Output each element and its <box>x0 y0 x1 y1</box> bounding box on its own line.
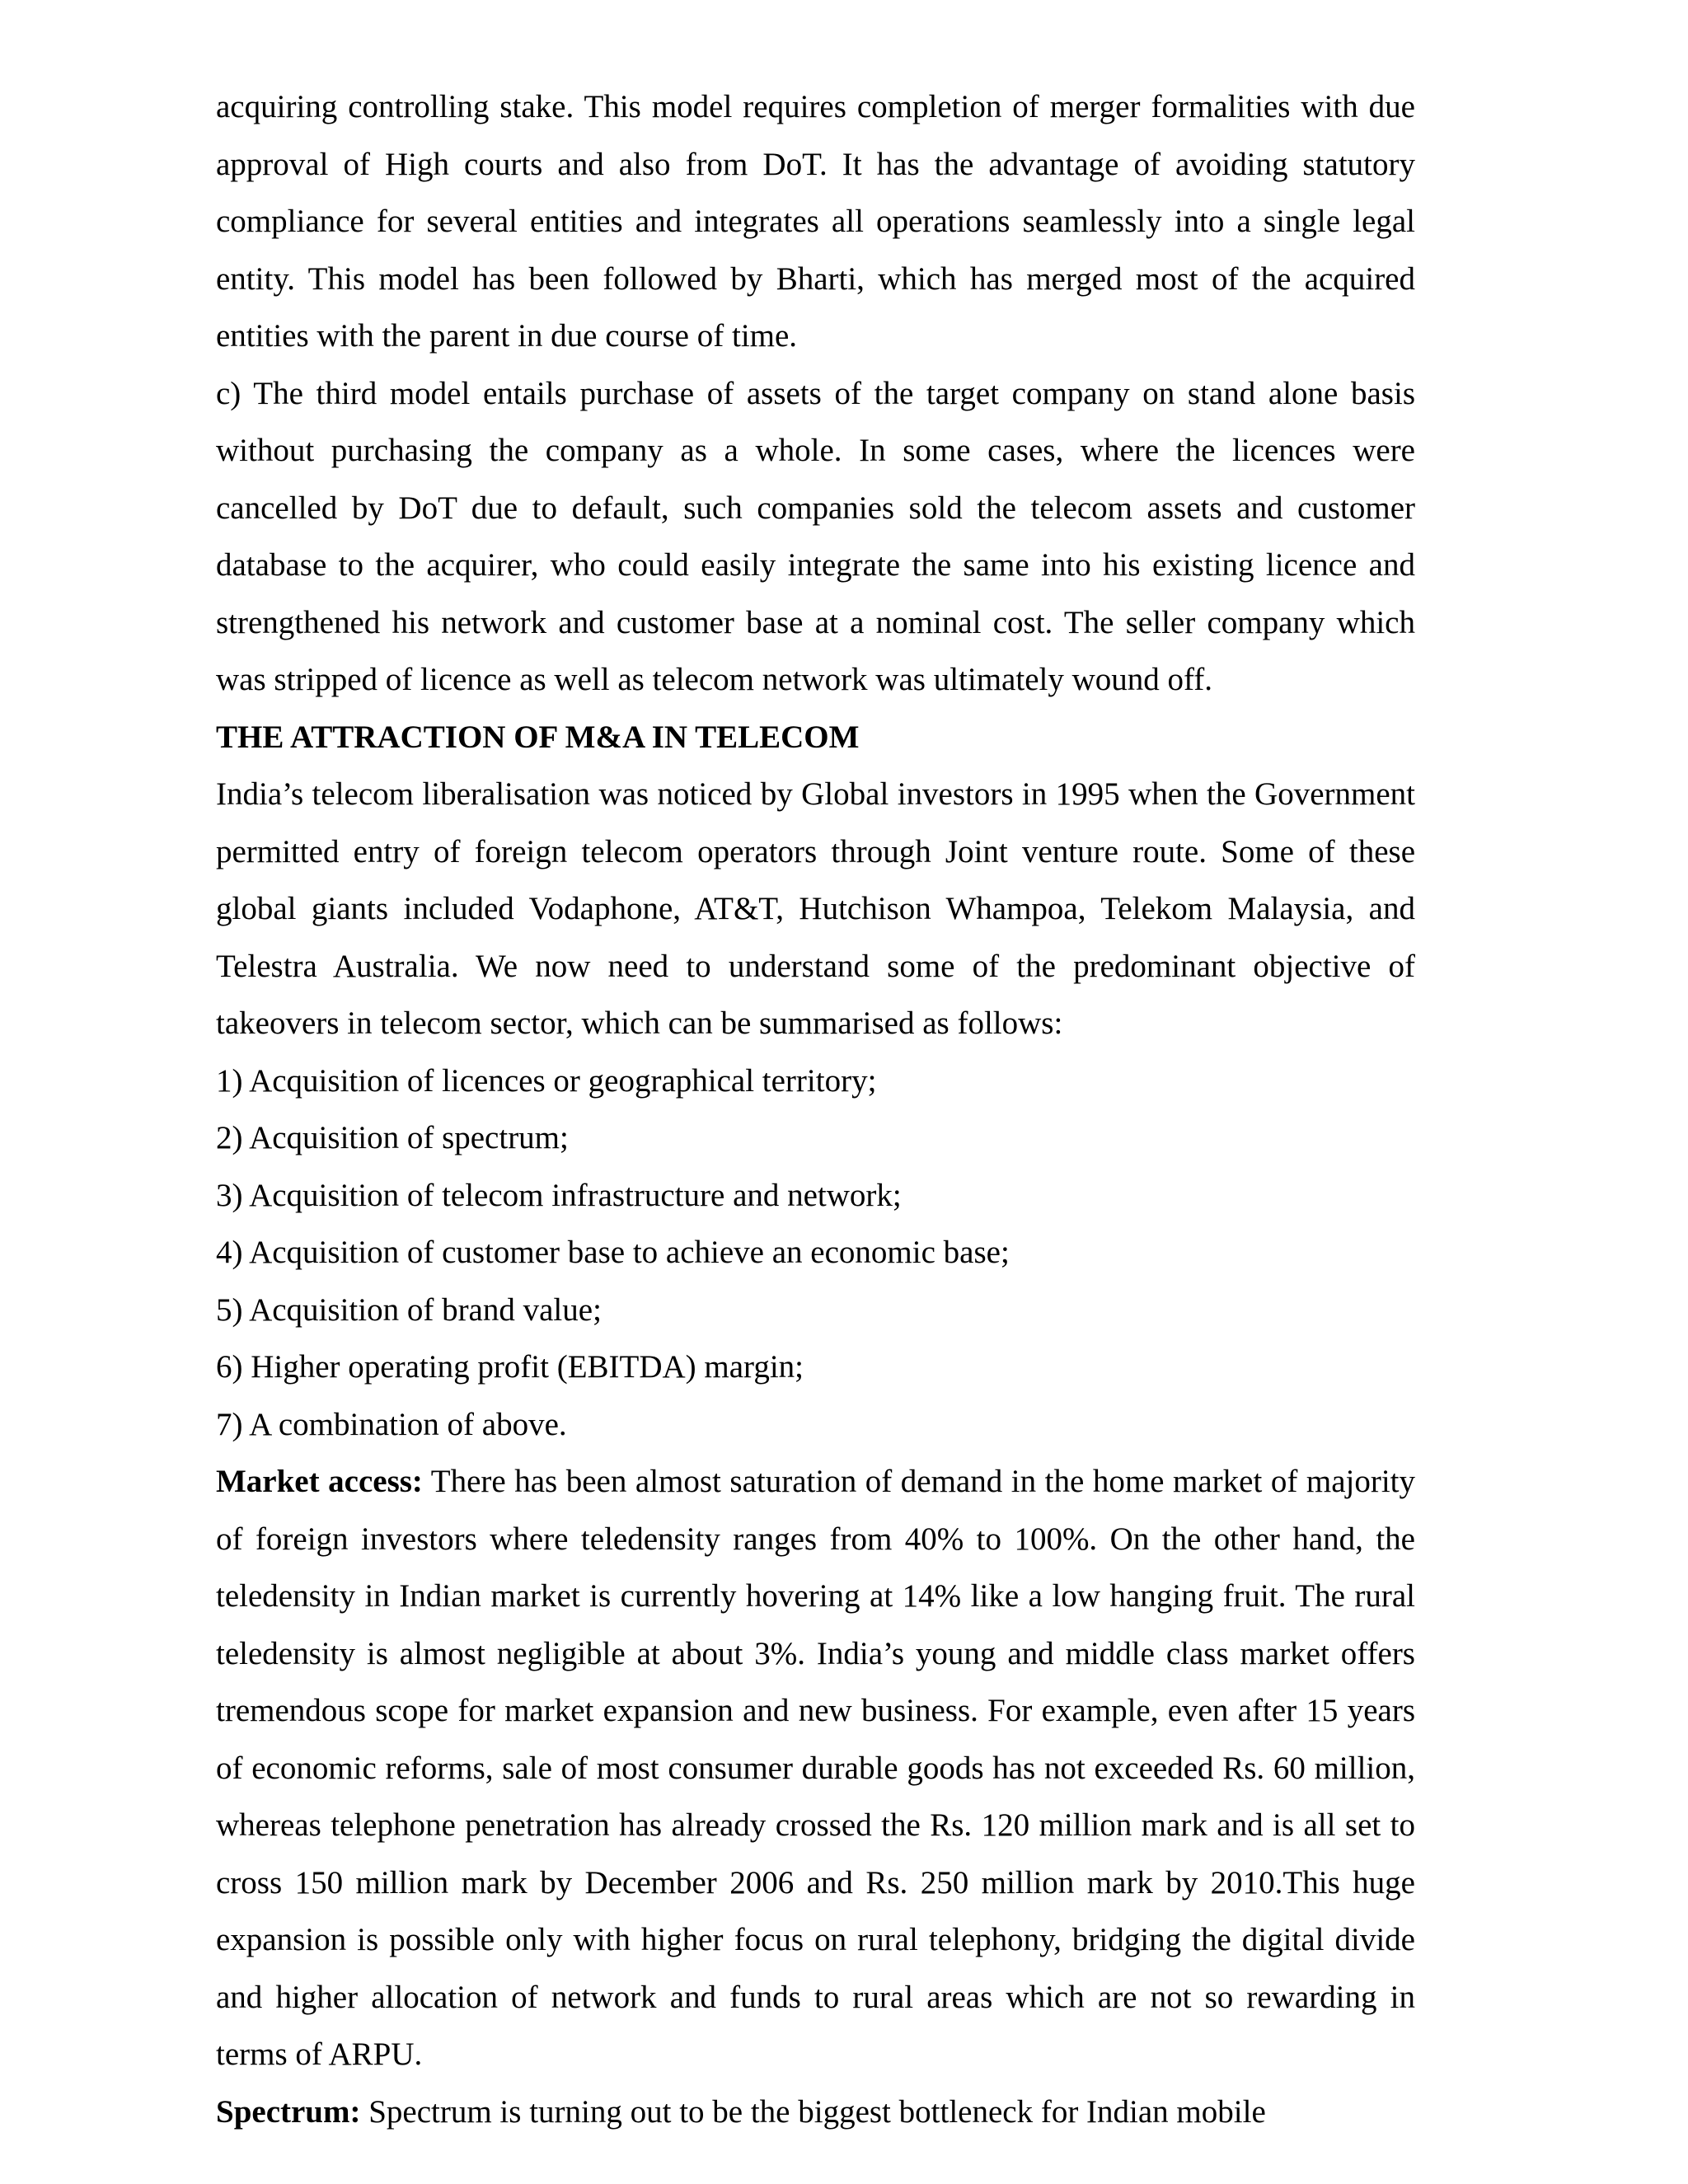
section-heading: THE ATTRACTION OF M&A IN TELECOM <box>216 719 860 755</box>
list-item: 4) Acquisition of customer base to achieve an economic base; <box>216 1235 1010 1270</box>
list-item: 6) Higher operating profit (EBITDA) margin; <box>216 1349 804 1385</box>
market-access-lead: Market access: <box>216 1464 423 1499</box>
spectrum-text: Spectrum is turning out to be the biggest bottleneck for Indian mobile <box>360 2093 1266 2130</box>
paragraph-spectrum <box>216 2083 1415 2141</box>
list-item: 5) Acquisition of brand value; <box>216 1291 602 1328</box>
market-access-text: There has been almost saturation of demand in the home market of majority of foreign investors where teledensity ranges from 40% to 100%. On the other hand, the teledensity in Indian market is currently hovering at 14% like a low hanging fruit. The rural teledensity is almost negligible at about 3%. India’s young and middle class market offers tremendous scope for market expansion and new business. For example, even after 15 years of economic reforms, sale of most consumer durable goods has not exceeded Rs. 60 million, whereas telephone penetration has already crossed the Rs. 120 million mark and is all set to cross 150 million mark by December 2006 and Rs. 250 million mark by 2010.This huge expansion is possible only with higher focus on rural telephony, bridging the digital divide and higher allocation of network and funds to rural areas which are not so rewarding in terms of ARPU. <box>216 1464 1415 2072</box>
paragraph-liberalisation: India’s telecom liberalisation was noticed by Global investors in 1995 when the Government permitted entry of foreign telecom operators through Joint venture route. Some of these global giants included Vodaphone, AT&T, Hutchison Whampoa, Telekom Malaysia, and Telestra Australia. We now need to understand some of the predominant objective of takeovers in telecom sector, which can be summarised as follows: <box>216 776 1415 1041</box>
paragraph-asset-purchase-model: c) The third model entails purchase of assets of the target company on stand alone basis without purchasing the company as a whole. In some cases, where the licences were cancelled by DoT due to default, such companies sold the telecom assets and customer database to the acquirer, who could easily integrate the same into his existing licence and strengthened his network and customer base at a nominal cost. The seller company which was stripped of licence as well as telecom network was ultimately wound off. <box>216 375 1415 697</box>
paragraph-merger-model: acquiring controlling stake. This model requires completion of merger formalities with due approval of High courts and also from DoT. It has the advantage of avoiding statutory compliance for several entities and integrates all operations seamlessly into a single legal entity. This model has been followed by Bharti, which has merged most of the acquired entities with the parent in due course of time. <box>216 89 1415 354</box>
paragraph-market-access <box>216 1453 1415 2083</box>
list-item: 2) Acquisition of spectrum; <box>216 1120 569 1155</box>
list-item: 7) A combination of above. <box>216 1406 567 1442</box>
spectrum-lead: Spectrum: <box>216 2093 361 2130</box>
objectives-list <box>216 1052 1415 1454</box>
document-page <box>216 78 1415 2140</box>
list-item: 3) Acquisition of telecom infrastructure and network; <box>216 1177 902 1213</box>
list-item: 1) Acquisition of licences or geographical territory; <box>216 1062 877 1099</box>
